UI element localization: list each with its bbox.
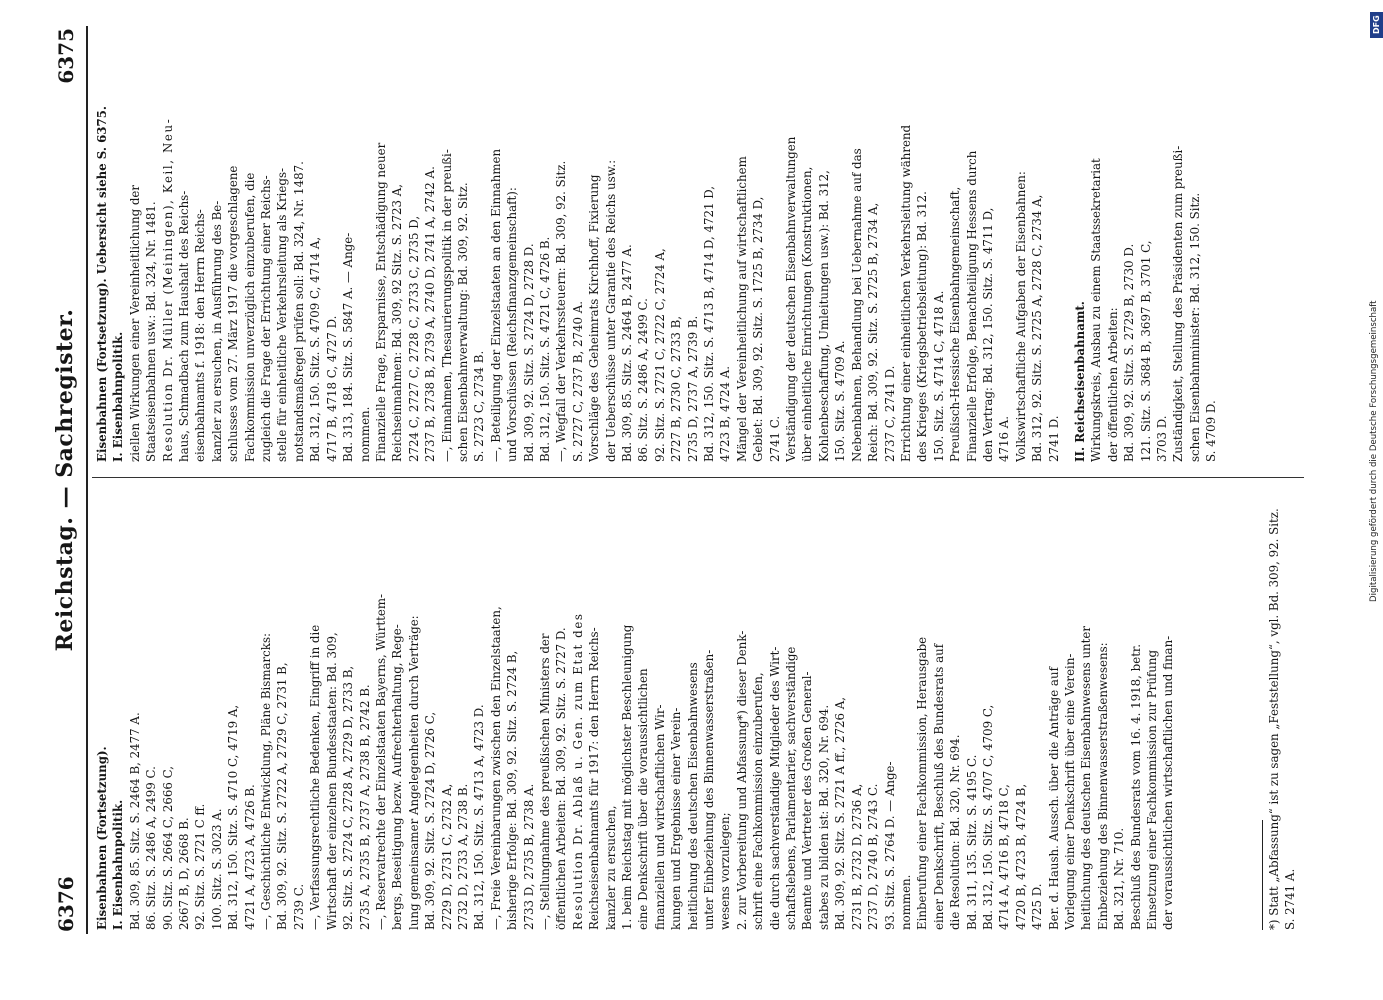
register-line: 4725 D. — [1030, 883, 1045, 930]
register-line: nommen. — [357, 406, 372, 462]
register-line: Verständigung der deutschen Eisenbahnverwaltungen — [784, 136, 799, 462]
register-line: notstandsmaßregel prüfen soll: Bd. 324, Nr. 1487. — [291, 161, 306, 462]
column-divider — [92, 477, 1304, 478]
register-line: 2741 C. — [767, 415, 782, 462]
register-line: und Vorschüssen (Reichsfinanzgemeinschaft): — [505, 187, 520, 462]
register-line: Bd. 311, 135. Sitz. S. 4195 C. — [964, 754, 979, 930]
register-line: Kohlenbeschaffung, Umleitungen usw.): Bd. 312, — [816, 170, 831, 462]
register-line: lung gemeinsamer Angelegenheiten durch Verträge: — [406, 615, 421, 930]
register-line: 86. Sitz. S. 2486 A, 2499 C. — [144, 766, 159, 930]
register-line: haus, Schmadbach zum Haushalt des Reichs- — [177, 190, 192, 462]
register-line: Preußisch-Hessische Eisenbahngemeinschaft, — [948, 186, 963, 462]
register-line: 2735 A, 2735 B, 2737 A, 2738 B, 2742 B. — [357, 684, 372, 930]
register-line: stelle für einheitliche Verkehrsleitung als Kriegs- — [275, 168, 290, 462]
page-number-left: 6376 — [54, 876, 78, 932]
header-rule — [86, 26, 88, 934]
register-line: Bd. 309, 92. Sitz. S. 2721 A ff., 2726 A, — [833, 696, 848, 930]
register-line: —, Stellungnahme des preußischen Ministers der — [537, 633, 552, 930]
register-line: Bd. 309, 85. Sitz. S. 2464 B, 2477 A. — [620, 244, 634, 462]
register-line: Bd. 313, 184. Sitz. S. 5847 A. — Ange- — [341, 232, 356, 462]
register-line: 4716 A. — [997, 415, 1012, 462]
register-line: 92. Sitz. S. 2724 C, 2728 A, 2729 D, 2733 B, — [341, 665, 356, 930]
register-line: eine Denkschrift über die voraussichtlichen — [636, 668, 651, 930]
register-line: 150. Sitz. S. 4709 A. — [833, 340, 848, 462]
register-line: Finanzielle Erfolge, Benachteiligung Hessens durch — [964, 150, 979, 462]
register-line: 2727 B, 2730 C, 2733 B, — [669, 315, 684, 462]
register-line: Bd. 309, 92. Sitz. S. 2722 A, 2729 C, 2731 B, — [275, 662, 290, 930]
register-line: kanzler zu ersuchen, in Ausführung des Be- — [209, 200, 224, 462]
register-line: 4717 B, 4718 C, 4727 D. — [324, 315, 339, 462]
register-line: Beschluß des Bundesrats vom 16. 4. 1918, betr. — [1128, 643, 1143, 930]
register-line: —, Verfassungsrechtliche Bedenken, Eingriff in die — [308, 624, 323, 930]
register-line: 86. Sitz. S. 2486 A, 2499 C. — [636, 298, 651, 462]
register-line: Bd. 312, 150. Sitz. S. 4713 A, 4723 D. — [472, 704, 487, 930]
register-line: Bd. 309, 92. Sitz. S. 2724 D, 2726 C, — [423, 711, 438, 930]
register-line: Zuständigkeit, Stellung des Präsidenten zum preußi- — [1171, 145, 1186, 462]
left-column — [94, 505, 1250, 930]
register-line: kungen und Ergebnisse einer Verein- — [669, 707, 684, 930]
register-line: 93. Sitz. S. 2764 D. — Ange- — [882, 761, 897, 930]
register-line: Einbeziehung des Binnenwasserstraßenwesens: — [1095, 642, 1110, 930]
register-line: 2741 D. — [1046, 415, 1061, 462]
register-line: Bd. 312, 92. Sitz. S. 2725 A, 2728 C, 2734 A, — [1030, 194, 1045, 462]
register-line: Bd. 312, 150. Sitz. S. 4707 C, 4709 C, — [980, 704, 995, 930]
register-line: schen Eisenbahnminister: Bd. 312, 150. Sitz. — [1187, 192, 1202, 462]
register-line: schaftslebens, Parlamentarier, sachverständige — [784, 646, 799, 930]
register-line: Reichseisenbahnamts für 1917: den Herrn Reichs- — [587, 627, 602, 930]
register-line: Bd. 309, 92. Sitz. S. 2729 B, 2730 D. — [1122, 243, 1137, 462]
register-line: 90. Sitz. S. 2664 C, 2666 C, — [160, 766, 175, 930]
register-line: 2667 B, D, 2668 B. — [177, 817, 192, 930]
section-heading: II. Reichseisenbahnamt. — [1072, 301, 1087, 462]
register-line: heitlichung des deutschen Eisenbahnwesens — [685, 662, 700, 930]
register-line: 150. Sitz. S. 4714 C, 4718 A. — [931, 290, 946, 462]
register-line: zugleich die Frage der Errichtung einer Reichs- — [259, 175, 274, 462]
register-line: Errichtung einer einheitlichen Verkehrsleitung während — [898, 124, 913, 462]
register-line: —, Reservatrechte der Einzelstaaten Bayerns, Württem- — [373, 593, 388, 930]
register-line: 1. beim Reichstag mit möglichster Beschleunigung — [620, 624, 634, 930]
spacer — [1062, 37, 1072, 462]
register-line: Resolution Dr. Müller (Meiningen), Keil, Neu- — [160, 117, 175, 462]
register-line: —, Freie Vereinbarungen zwischen den Einzelstaaten, — [488, 606, 503, 930]
register-line: schen Eisenbahnverwaltung: Bd. 309, 92. Sitz. — [455, 182, 470, 462]
register-line: der Ueberschüsse unter Garantie des Reichs usw.: — [603, 159, 618, 462]
register-line: Vorschläge des Geheimrats Kirchhoff, Fixierung — [587, 174, 602, 462]
register-line: Beamte und Vertreter des Großen General- — [800, 671, 815, 930]
right-column — [94, 37, 1274, 462]
register-line: einer Denkschrift, Beschluß des Bundesrats auf — [931, 643, 946, 930]
register-line: der voraussichtlichen wirtschaftlichen und finan- — [1161, 635, 1176, 930]
register-line: 4714 A, 4716 B, 4718 C, — [997, 784, 1012, 930]
register-line: —, Einnahmen, Thesaurierungspolitik in der preußi- — [439, 149, 454, 462]
page-number-right: 6375 — [54, 28, 78, 84]
register-line: —, Wegfall der Verkehrssteuern: Bd. 309, 92. Sitz. — [554, 160, 569, 462]
register-line: 92. Sitz. S. 2721 C, 2722 C, 2724 A, — [652, 248, 667, 462]
section-heading: I. Eisenbahnpolitik. — [111, 799, 126, 930]
register-line: bergs, Beseitigung bezw. Aufrechterhaltung, Rege- — [390, 624, 405, 930]
register-line: unter Einbeziehung des Binnenwasserstraßen- — [702, 649, 717, 930]
register-line: des Krieges (Kriegsbetriebsleitung): Bd. 312. — [915, 191, 930, 462]
register-line: die durch sachverständige Mitglieder des Wirt- — [767, 646, 782, 930]
register-page — [40, 20, 1320, 940]
dfg-logo: DFG — [1370, 12, 1383, 38]
register-line: —, Beteiligung der Einzelstaaten an den Einnahmen — [488, 148, 503, 462]
section-heading: Eisenbahnen (Fortsetzung). Uebersicht siehe S. 6375. — [95, 105, 109, 462]
register-line: Gebiet: Bd. 309, 92. Sitz. S. 1725 B, 2734 D, — [751, 196, 766, 462]
register-line: öffentlichen Arbeiten: Bd. 309, 92. Sitz. S. 2727 D. — [554, 627, 569, 930]
register-line: die Resolution: Bd. 320, Nr. 694. — [948, 734, 963, 930]
register-line: S. 2723 C, 2734 B. — [472, 350, 487, 462]
register-line: kanzler zu ersuchen, — [603, 805, 618, 930]
register-line: eisenbahnamts f. 1918: den Herrn Reichs- — [193, 209, 208, 462]
register-line: Mängel der Vereinheitlichung auf wirtschaftlichem — [734, 156, 749, 462]
register-line: den Vertrag: Bd. 312, 150. Sitz. S. 4711 D, — [980, 207, 995, 462]
register-line: 2. zur Vorbereitung und Abfassung*) dieser Denk- — [734, 630, 749, 930]
register-line: 2724 C, 2727 C, 2728 C, 2733 C, 2735 D, — [406, 215, 421, 462]
register-line: finanziellen und wirtschaftlichen Wir- — [652, 704, 667, 930]
register-line: 121. Sitz. S. 3684 B, 3697 B, 3701 C, — [1138, 240, 1153, 462]
digitization-credit: Digitalisierung gefördert durch die Deutsche Forschungsgemeinschaft — [1369, 300, 1379, 602]
register-line: 2739 C. — [291, 883, 306, 930]
register-line: Staatseisenbahnen usw.: Bd. 324, Nr. 1481. — [144, 201, 159, 462]
register-line: 100. Sitz. S. 3023 A. — [209, 808, 224, 930]
register-line: über einheitliche Einrichtungen (Konstruktionen, — [800, 166, 815, 462]
register-line: wesens vorzulegen; — [718, 812, 733, 930]
section-heading: I. Eisenbahnpolitik. — [111, 331, 126, 462]
register-line: Reich: Bd. 309, 92. Sitz. S. 2725 B, 2734 A, — [866, 202, 881, 462]
register-line: S. 4709 D. — [1204, 400, 1219, 462]
register-line: 2737 B, 2738 B, 2739 A, 2740 D, 2741 A, 2742 A. — [423, 166, 438, 462]
register-line: Ber. d. Haush. Aussch. über die Anträge auf — [1046, 667, 1061, 930]
register-line: Wirtschaft der einzelnen Bundesstaaten: Bd. 309, — [324, 632, 339, 930]
register-line: —, Geschichtliche Entwicklung, Pläne Bismarcks: — [259, 633, 274, 930]
register-line: Vorlegung einer Denkschrift über eine Verein- — [1062, 653, 1077, 930]
register-line: 2733 D, 2735 B, 2738 A. — [521, 783, 536, 930]
register-line: Nebenbahnen, Behandlung bei Uebernahme auf das — [849, 148, 864, 462]
side-strip — [1350, 6, 1383, 606]
register-line: der öffentlichen Arbeiten: — [1105, 307, 1120, 462]
register-line: Bd. 312, 150. Sitz. S. 4710 C, 4719 A, — [226, 704, 241, 930]
register-line: Resolution Dr. Ablaß u. Gen. zum Etat des — [570, 612, 585, 930]
register-line: Volkswirtschaftliche Aufgaben der Eisenbahnen: — [1013, 171, 1028, 462]
register-line: 2737 C, 2741 D. — [882, 365, 897, 462]
footnote-rule — [1262, 820, 1263, 930]
register-line: 2732 D, 2733 A, 2738 B. — [455, 783, 470, 930]
register-line: S. 2727 C, 2737 B, 2740 A. — [570, 300, 585, 462]
register-line: 4723 B, 4724 A. — [718, 366, 733, 462]
register-line: nommen. — [898, 874, 913, 930]
register-line: 2729 D, 2731 C, 2732 A, — [439, 783, 454, 930]
register-line: heitlichung des deutschen Eisenbahnwesens unter — [1079, 625, 1094, 930]
register-line: Wirkungskreis, Ausbau zu einem Staatssekretariat — [1089, 158, 1104, 462]
register-line: Bd. 312, 150. Sitz. S. 4713 B, 4714 D, 4721 D, — [702, 185, 717, 462]
register-line: Fachkommission unverzüglich einzuberufen, die — [242, 172, 257, 462]
register-line: Einsetzung einer Fachkommission zur Prüfung — [1145, 649, 1159, 930]
register-line: 2731 B, 2732 D, 2736 A, — [849, 783, 864, 930]
register-line: 3703 D. — [1155, 415, 1169, 462]
register-line: 4720 B, 4723 B, 4724 B, — [1013, 783, 1028, 930]
register-line: stabes zu bilden ist: Bd. 320, Nr. 694. — [816, 704, 831, 930]
page-header-title: Reichstag. — Sachregister. — [52, 308, 78, 652]
register-line: Bd. 321, Nr. 710. — [1112, 827, 1127, 930]
register-line: bisherige Erfolge: Bd. 309, 92. Sitz. S. 2724 B, — [505, 650, 520, 930]
register-line: 2735 D, 2737 A, 2739 B. — [685, 315, 700, 462]
register-line: ziellen Wirkungen einer Vereinheitlichung der — [127, 184, 142, 462]
register-line: Bd. 312, 150. Sitz. S. 4709 C, 4714 A, — [308, 236, 323, 462]
register-line: schlusses vom 27. März 1917 die vorgeschlagene — [226, 165, 241, 462]
register-line: Finanzielle Frage, Ersparnisse, Entschädigung neuer — [373, 142, 388, 462]
section-heading: Eisenbahnen (Fortsetzung). — [95, 746, 109, 930]
register-line: Bd. 309, 92. Sitz. S. 2724 D, 2728 D. — [521, 243, 536, 462]
register-line: schrift eine Fachkommission einzuberufen, — [751, 672, 766, 930]
register-line: Bd. 309, 85. Sitz. S. 2464 B, 2477 A. — [127, 712, 142, 930]
register-line: Bd. 312, 150. Sitz. S. 4721 C, 4726 B. — [537, 236, 552, 462]
register-line: 92. Sitz. S. 2721 C ff. — [193, 803, 208, 930]
register-line: 2737 D, 2740 B, 2743 C. — [866, 783, 881, 930]
register-line: Einberufung einer Fachkommission, Herausgabe — [915, 636, 930, 930]
register-line: Reichseinnahmen: Bd. 309, 92 Sitz. S. 2723 A, — [390, 184, 405, 462]
footnote: *) Statt „Abfassung“ ist zu sagen „Feststellung“, vgl. Bd. 309, 92. Sitz. S. 2741 A. — [1267, 508, 1297, 930]
register-line: 4721 A, 4723 A, 4726 B. — [242, 784, 257, 930]
